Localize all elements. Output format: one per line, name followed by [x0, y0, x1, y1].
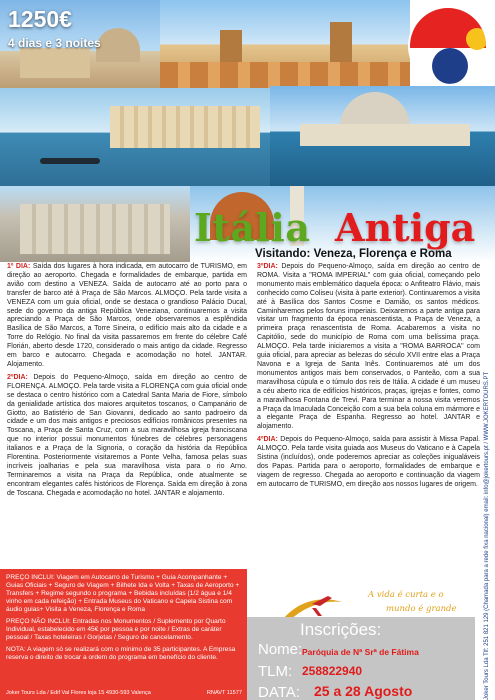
day-4-paragraph	[257, 436, 480, 489]
day-4-label: 4ºDIA:	[257, 436, 278, 444]
company-footer	[6, 689, 242, 697]
date-label: DATA:	[258, 684, 300, 700]
quote-line-1: A vida é curta e o	[368, 590, 444, 600]
price-note: NOTA: A viagem só se realizará com o mínimo de 35 participantes. A Empresa reserva o direito de trocar a ordem do programa em benefício do cliente.	[6, 646, 236, 661]
photo-venice-grand-canal	[0, 88, 270, 186]
title-italia: Itália	[194, 205, 311, 250]
phone-label: TLM:	[258, 663, 293, 680]
phone-value: 258822940	[302, 664, 363, 678]
travel-quote	[368, 588, 457, 616]
day-2-text: Depois do Pequeno-Almoço, saída em direção ao centro de FLORENÇA. ALMOÇO. Pela tarde visita a FLORENÇA com guia oficial onde se destaca o centro histórico com a Catedral Santa Maria de Fiore, símbolo da genialidade artística dos maiores arquitetos toscanos, o Campanário de Giotto, ao Batistério de San Giovanni, dedicado ao santo padroeiro da cidade e um dos mais antigos e preciosos edifícios românicos presentes na Toscana, a Praça de Santa Cruz, com a sua maravilhosa igreja franciscana que no interior possui monumentos fúnebres de célebres personagens italianos e a Praça de la Signoria, o coração da história da República Florentina. Posteriormente visitaremos a Ponte Velha, famosa pelas suas incríveis joalharias e pela sua maravilhosa vista para o rio Arno. Terminaremos a visita na Praça da República, onde atualmente se encontram elegantes cafés históricos de Florença. Saída em direção à zona de Toscana. Chegada e acomodação no hotel. JANTAR e alojamento.	[7, 373, 247, 497]
rnavt-number: RNAVT 11577	[206, 690, 242, 696]
title-antiga: Antiga	[335, 205, 476, 250]
price-info-box	[0, 569, 247, 700]
day-3-paragraph	[257, 263, 480, 432]
subtitle: Visitando: Veneza, Florença e Roma	[255, 248, 452, 260]
day-1-label: 1º DIA:	[7, 263, 31, 270]
day-4-text: Depois do Pequeno-Almoço, saída para assistir à Missa Papal. ALMOÇO. Pela tarde visita guiada aos Museus do Vaticano e à Capela Sistina (incluídos), onde poderemos apreciar as coleções inigualáveis dos Papas. Partida para o aeroporto, formalidades de embarque e viagem de regresso. Chegada ao aeroporto e continuação da viagem em autocarro de TURISMO, em direção aos nossos lugares de origem.	[257, 436, 480, 488]
photo-venice-salute	[270, 86, 495, 186]
duration-label: 4 dias e 3 noites	[8, 36, 101, 50]
price-excludes: PREÇO NÃO INCLUI: Entradas nos Monumentos / Suplemento por Quarto Individual, estabelecido em 45€ por pessoa e por noite / Extras de caráter pessoal / Taxas hoteleiras / Gorjetas / Seguro de cancelamento.	[6, 618, 226, 641]
registration-title: Inscrições:	[300, 620, 382, 639]
day-1-text: Saída dos lugares à hora indicada, em autocarro de TURISMO, em direção ao aeroporto. Chegada e formalidades de embarque, partida em avião com destino a VENEZA. Saída de autocarro até ao porto para o transfer de barco até à Praça de São Marcos. ALMOÇO. Pela tarde visita a VENEZA com um guia oficial, onde se destaca o grandioso Palácio Ducal, sede do governo da antiga República Veneziana, continuaremos a visita apreciando a Praça de São Marcos, onde observaremos a esplêndida Basílica de São Marcos, a Torre Sineira, o edifício mais alto da cidade e a Torre do Relógio. No final da visita passaremos em frente do célebre Café Florián, aberto desde 1720, considerado o mais antigo da cidade. Regresso em barco e autocarro. Chegada e acomodação no hotel. JANTAR. Alojamento.	[7, 263, 248, 368]
name-value: Paróquia de Nª Srª de Fátima	[302, 647, 419, 657]
itinerary-left-column	[7, 263, 247, 503]
name-label: Nome:	[258, 641, 303, 658]
day-2-label: 2ºDIA:	[7, 373, 28, 381]
itinerary-right-column	[257, 263, 480, 494]
date-value: 25 a 28 Agosto	[314, 683, 413, 699]
day-2-paragraph	[7, 374, 247, 499]
price-includes: PREÇO INCLUI: Viagem em Autocarro de Turismo + Guia Acompanhante + Guias Oficiais + Seguro de Viagem + Bilhete Ida e Volta + Taxas de Aeroporto + Transfers + Regime segundo o programa + Bebidas incluídas (1/2 água e 1/4 vinho em cada refeição) + Entrada Museus do Vaticano e Capela Sistina com áudio guias+ Visita a Veneza, Florença e Roma	[6, 574, 240, 613]
photo-trevi-fountain	[0, 186, 190, 262]
day-1-paragraph	[7, 263, 247, 370]
contact-sidebar: Joker Tours Lda Tlf: 251 821 129 (Chamada para a rede fixa nacional) email: info@jokertours.pt / WWW.JOKERTOURS.PT	[484, 371, 490, 700]
day-3-text: Depois do Pequeno-Almoço, saída em direção ao centro de ROMA. Visita a "ROMA IMPERIAL" com guia oficial, começando pelo monumento mais emblemático daquela época: o Anfiteatro Flávio, mais conhecido como Coliseu (visita à parte exterior). Continuaremos a visita até à Basílica dos Santos Cosme e Damião, os santos médicos. Caminharemos pelos foruns imperiais. Deixaremos a parte antiga para visitar um fragmento da época renascentista, a Praça de Veneza, a primeira praça renascentista de Roma. Acabaremos a visita no Capitólio, sede do município de Roma com uma belíssima praça. ALMOÇO. Pela tarde iniciaremos a visita a "ROMA BARROCA" com guia oficial, para apreciar as belezas do século XVII entre elas a Praça Navona e a Igreja de Santa Inês. Continuaremos até um dos monumentos antigos mais bem conservados, o Panteão, com a sua maravilhosa cúpula e o túmulo dos reis de Itália. A cidade é um museu a céu aberto rica de edifícios históricos, praças, igrejas e fontes, como a maravilhosa Fontana de Trevi. Para terminar a nossa visita veremos a Praça da Imaculada Conceição com a sua bela coluna em mármore e a elegante Praça de Espanha. Regresso ao hotel. JANTAR e alojamento.	[257, 263, 480, 431]
joker-tours-logo	[408, 6, 488, 86]
photo-florence-rooftops	[160, 0, 410, 88]
quote-line-2: mundo é grande	[386, 604, 457, 614]
company-address: Joker Tours Lda / Edif Val Flores loja 15 4930-593 Valença	[6, 690, 151, 696]
day-3-label: 3ºDIA:	[257, 263, 278, 270]
price-label: 1250€	[8, 6, 72, 32]
